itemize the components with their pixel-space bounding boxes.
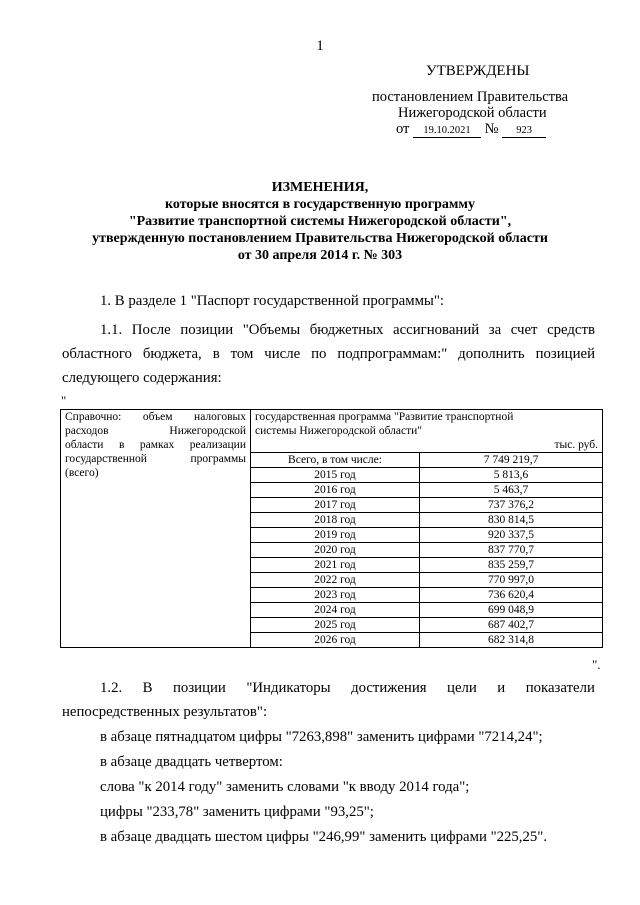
paragraph-1: 1. В разделе 1 "Паспорт государственной программы": xyxy=(100,293,445,309)
word: После xyxy=(131,322,171,338)
decree-line-2: Нижегородской области xyxy=(398,105,547,121)
word: областного xyxy=(62,346,132,362)
tax-expenditure-table xyxy=(60,409,603,648)
row-label: 2025 год xyxy=(251,618,420,633)
number-sign: № xyxy=(484,121,499,137)
row-label: 2018 год xyxy=(251,513,420,528)
word: подпрограммам:" xyxy=(337,346,448,362)
row-label: 2015 год xyxy=(251,468,420,483)
word: достижения xyxy=(351,680,427,696)
word: средств xyxy=(547,322,595,338)
word: позиции xyxy=(173,680,226,696)
row-value: 5 463,7 xyxy=(420,483,603,498)
word: ассигнований xyxy=(393,322,480,338)
title-line-4: утвержденную постановлением Правительства Нижегородской области xyxy=(92,231,548,246)
word: числе xyxy=(264,346,301,362)
unit-cell: тыс. руб. xyxy=(251,438,603,453)
paragraph-1-1-line-2 xyxy=(62,346,595,363)
approved-heading: УТВЕРЖДЕНЫ xyxy=(426,63,530,79)
row-value: 770 997,0 xyxy=(420,573,603,588)
paragraph-1-2-line-2: непосредственных результатов": xyxy=(62,704,268,720)
title-line-5: от 30 апреля 2014 г. № 303 xyxy=(237,248,403,263)
decree-line-1: постановлением Правительства xyxy=(372,89,569,105)
row-label: 2021 год xyxy=(251,558,420,573)
program-header-line: государственная программа "Развитие транспортной xyxy=(255,411,514,423)
paragraph-item-5: в абзаце двадцать шестом цифры "246,99" заменить цифрами "225,25". xyxy=(100,829,548,845)
left-cell-line: расходов Нижегородской xyxy=(65,425,246,437)
program-header-line: системы Нижегородской области" xyxy=(255,425,422,437)
row-label: 2019 год xyxy=(251,528,420,543)
row-value: 7 749 219,7 xyxy=(420,453,603,468)
word: 1.1. xyxy=(100,322,123,338)
row-label: 2024 год xyxy=(251,603,420,618)
row-value: 687 402,7 xyxy=(420,618,603,633)
row-value: 837 770,7 xyxy=(420,543,603,558)
quote-close: ". xyxy=(592,657,601,672)
row-label: 2022 год xyxy=(251,573,420,588)
date-prefix: от xyxy=(396,121,410,137)
title-line-2: которые вносятся в государственную программу xyxy=(165,197,475,212)
row-value: 737 376,2 xyxy=(420,498,603,513)
word: за xyxy=(488,322,502,338)
word: счет xyxy=(510,322,538,338)
row-label: 2020 год xyxy=(251,543,420,558)
word: В xyxy=(142,680,153,696)
word: 1.2. xyxy=(100,680,123,696)
word: позицией xyxy=(535,346,595,362)
row-value: 5 813,6 xyxy=(420,468,603,483)
word: и xyxy=(497,680,506,696)
word: "Индикаторы xyxy=(246,680,331,696)
table-left-cell xyxy=(61,410,251,648)
decree-number: 923 xyxy=(502,124,546,138)
row-value: 835 259,7 xyxy=(420,558,603,573)
row-label: 2023 год xyxy=(251,588,420,603)
paragraph-1-1-line-1 xyxy=(100,322,595,339)
paragraph-item-3: слова "к 2014 году" заменить словами "к вводу 2014 года"; xyxy=(100,779,470,795)
left-cell-line: области в рамках реализации xyxy=(65,439,246,451)
paragraph-item-4: цифры "233,78" заменить цифрами "93,25"; xyxy=(100,804,374,820)
title-line-1: ИЗМЕНЕНИЯ, xyxy=(271,180,369,195)
word: бюджета, xyxy=(142,346,202,362)
row-value: 699 048,9 xyxy=(420,603,603,618)
word: "Объемы xyxy=(242,322,301,338)
row-value: 736 620,4 xyxy=(420,588,603,603)
paragraph-item-2: в абзаце двадцать четвертом: xyxy=(100,754,283,770)
row-value: 920 337,5 xyxy=(420,528,603,543)
word: показатели xyxy=(525,680,595,696)
row-value: 830 814,5 xyxy=(420,513,603,528)
left-cell-line: Справочно: объем налоговых xyxy=(65,411,246,423)
row-label: 2017 год xyxy=(251,498,420,513)
paragraph-item-1: в абзаце пятнадцатом цифры "7263,898" заменить цифрами "7214,24"; xyxy=(100,729,543,745)
word: позиции xyxy=(180,322,234,338)
row-label: Всего, в том числе: xyxy=(251,453,420,468)
word: цели xyxy=(447,680,477,696)
word: том xyxy=(230,346,254,362)
decree-date-line xyxy=(396,121,546,138)
word: дополнить xyxy=(458,346,525,362)
paragraph-1-2-line-1 xyxy=(100,680,595,697)
row-label: 2016 год xyxy=(251,483,420,498)
page-number: 1 xyxy=(316,38,324,54)
left-cell-line: (всего) xyxy=(65,467,99,479)
program-header-cell xyxy=(251,410,603,439)
word: в xyxy=(212,346,220,362)
decree-date: 19.10.2021 xyxy=(413,124,481,138)
word: бюджетных xyxy=(309,322,384,338)
row-value: 682 314,8 xyxy=(420,633,603,648)
word: по xyxy=(311,346,327,362)
paragraph-1-1-line-3: следующего содержания: xyxy=(62,370,222,386)
row-label: 2026 год xyxy=(251,633,420,648)
left-cell-line: государственной программы xyxy=(65,453,246,465)
quote-open: " xyxy=(61,393,67,408)
title-line-3: "Развитие транспортной системы Нижегородской области", xyxy=(128,214,512,229)
